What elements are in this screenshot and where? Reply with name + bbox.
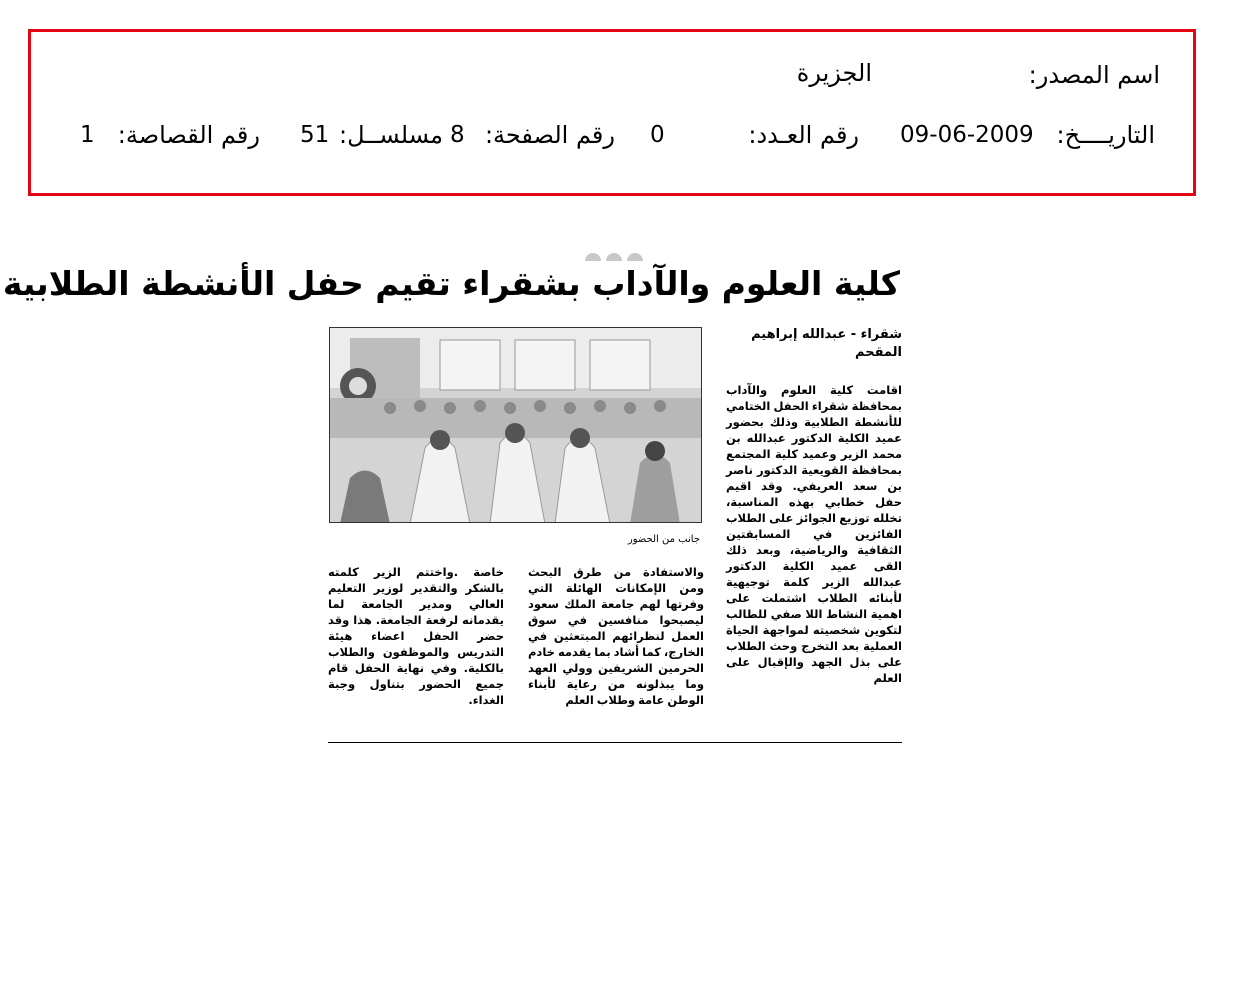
ceremony-photo-illustration (330, 328, 702, 523)
clipping-metadata-box (28, 29, 1196, 196)
article-column-middle: والاستفادة من طرق البحث ومن الإمكانات الهائلة التي وفرتها لهم جامعة الملك سعود ليصبحوا منافسين في سوق العمل لنظرائهم المبتعثين في الخارج، كما أشاد بما يقدمه خادم الحرمين الشريفين وولي العهد وما يبذلونه من رعاية لأبناء الوطن عامة وطلاب العلم (528, 565, 704, 707)
article-column-left: خاصة .واختتم الزير كلمته بالشكر والتقدير لوزير التعليم العالي ومدير الجامعة لما يقدمانه لرفعة الجامعة. هذا وقد حضر الحفل اعضاء هيئة التدريس والموظفون والطلاب بالكلية. وفي نهاية الحفل قام جميع الحضور بتناول وجبة الغداء. (328, 565, 504, 707)
page-value: 8 (450, 122, 465, 148)
page-label: رقم الصفحة: (484, 121, 615, 149)
article-photo (329, 327, 702, 523)
article-bottom-rule (328, 742, 902, 743)
article-column-right: اقامت كلية العلوم والآداب بمحافظة شقراء الحفل الختامي للأنشطة الطلابية وذلك بحضور عميد الكلية الدكتور عبدالله بن محمد الزير وعميد كلية المجتمع بمحافظة القويعية الدكتور ناصر بن سعد العريفي. وقد اقيم حفل خطابي بهذه المناسبة، تخلله توزيع الجوائز على الطلاب الفائزين في المسابقتين الثقافية والرياضية، وبعد ذلك القى عميد الكلية الدكتور عبدالله الزير كلمة توجيهية لأبنائه الطلاب اشتملت على اهمية النشاط اللا صفي للطالب لتكوين شخصيته لمواجهة الحياة العملية بعد التخرج وحث الطلاب على بذل الجهد والإقبال على العلم (726, 383, 902, 685)
byline-line-1: شقراء - عبدالله إبراهيم (751, 327, 902, 342)
issue-value: 0 (650, 122, 665, 148)
source-value: الجزيرة (796, 59, 872, 87)
byline-line-2: المقحم (855, 345, 902, 360)
article-byline (730, 326, 902, 362)
source-label: اسم المصدر: (1028, 61, 1160, 89)
clip-value: 1 (80, 122, 95, 148)
article-headline: كلية العلوم والآداب بشقراء تقيم حفل الأنشطة الطلابية (2, 264, 900, 303)
issue-label: رقم العـدد: (748, 121, 859, 149)
date-label: التاريــــخ: (1056, 121, 1155, 149)
photo-caption: جانب من الحضور (627, 534, 700, 545)
serial-label: مسلســل: (339, 121, 443, 149)
clip-label: رقم القصاصة: (117, 121, 260, 149)
date-value: 09-06-2009 (900, 122, 1034, 148)
serial-value: 51 (300, 122, 330, 148)
